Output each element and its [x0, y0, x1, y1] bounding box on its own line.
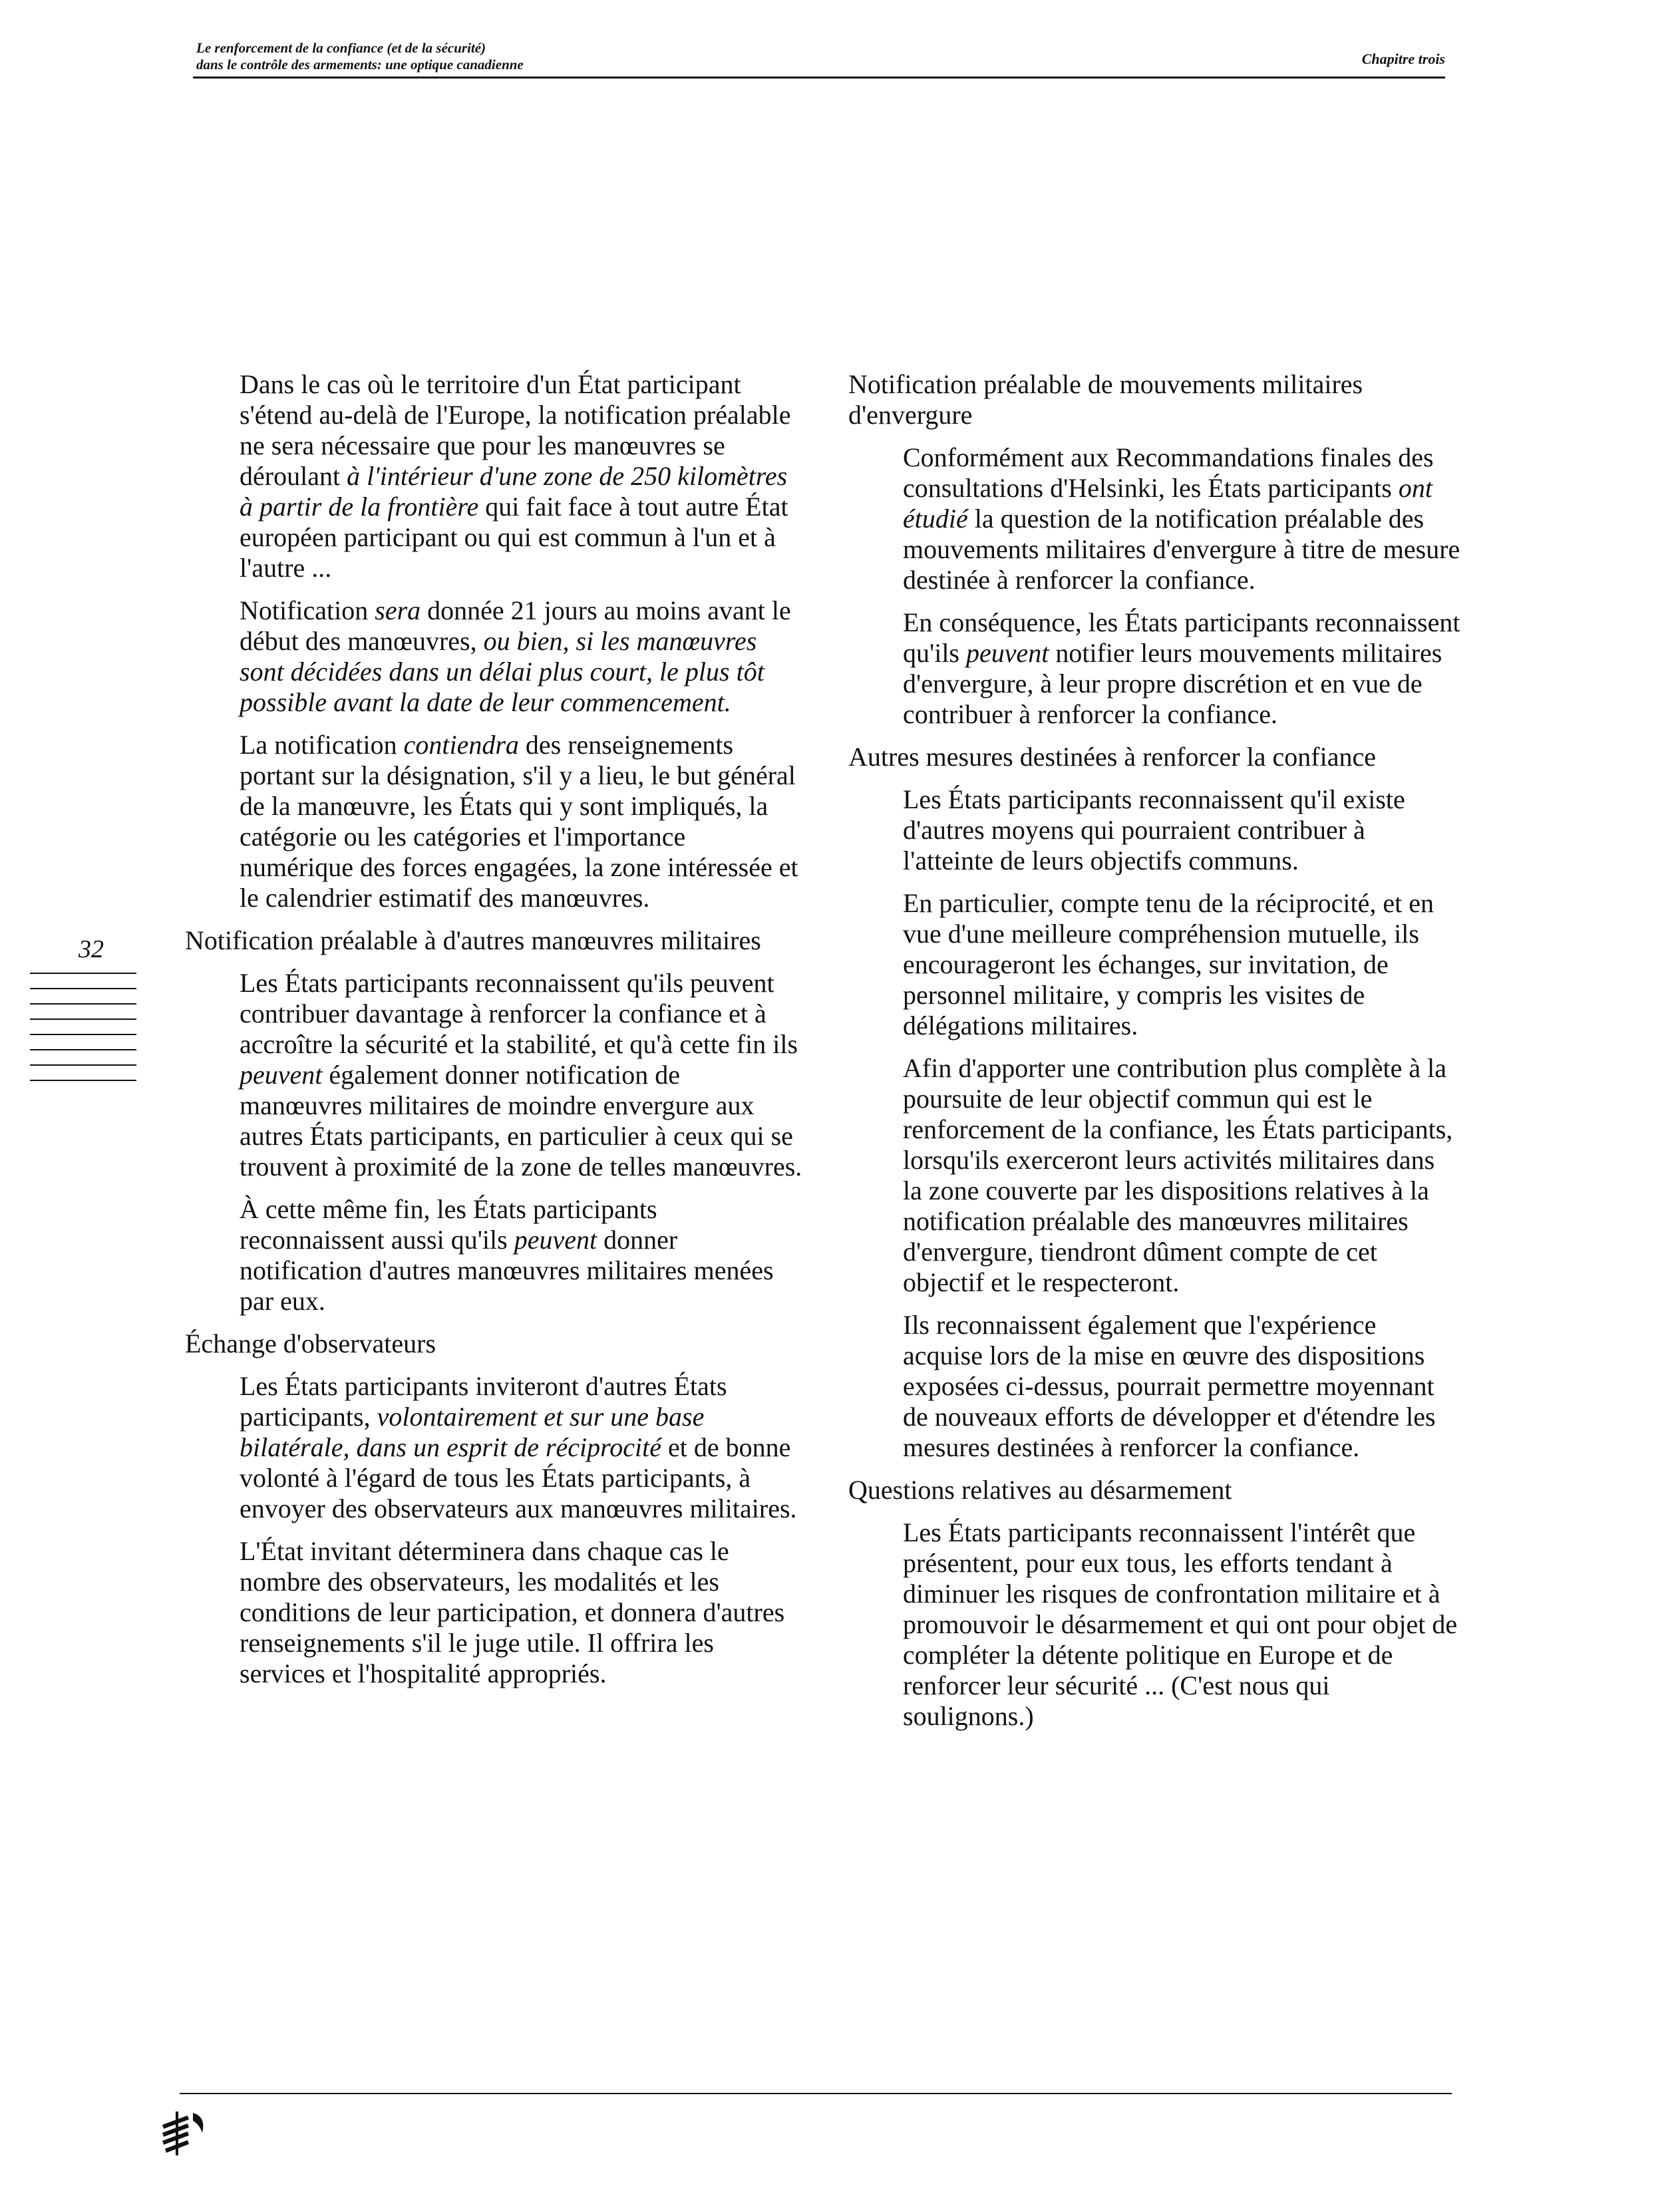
- text-run: En conséquence, les États participants reconnaissent qu'ils: [903, 607, 1460, 668]
- emphasized-text: contiendra: [403, 730, 519, 760]
- emphasized-text: peuvent: [240, 1060, 323, 1090]
- quoted-paragraph: [240, 730, 804, 913]
- text-run: Les États participants reconnaissent l'intérêt que présentent, pour eux tous, les efforts tendant à diminuer les risques de confrontation militaire et à promouvoir le désarmement et qui ont pour objet de compléter la détente politique en Europe et de renforcer leur sécurité ... (C'est nous qui soulignons.): [903, 1517, 1458, 1731]
- quoted-paragraph: [240, 1536, 804, 1689]
- text-run: donnée 21 jours au moins avant le début des manœuvres,: [240, 595, 791, 656]
- section-heading: Questions relatives au désarmement: [848, 1475, 1232, 1505]
- text-run: qui fait face à tout autre État européen participant ou qui est commun à l'un et à l'autre ...: [240, 492, 788, 583]
- text-run: Les États participants reconnaissent qu'ils peuvent contribuer davantage à renforcer la confiance et à accroître la sécurité et la stabilité, et qu'à cette fin ils: [240, 968, 798, 1059]
- margin-rule: [30, 1003, 136, 1005]
- text-run: et de bonne volonté à l'égard de tous les États participants, à envoyer des observateurs aux manœuvres militaires.: [240, 1432, 797, 1523]
- footer-rule: [180, 2093, 1452, 2094]
- quoted-paragraph: [240, 968, 804, 1182]
- text-run: Conformément aux Recommandations finales des consultations d'Helsinki, les États participants: [903, 442, 1434, 503]
- section-heading: Notification préalable à d'autres manœuvres militaires: [185, 925, 761, 955]
- text-run: Les États participants reconnaissent qu'il existe d'autres moyens qui pourraient contribuer à l'atteinte de leurs objectifs communs.: [903, 784, 1405, 875]
- text-run: La notification: [240, 730, 404, 760]
- section-heading: Autres mesures destinées à renforcer la confiance: [848, 742, 1376, 772]
- margin-rule: [30, 973, 136, 974]
- text-run: À cette même fin, les États participants reconnaissent aussi qu'ils: [240, 1194, 657, 1255]
- page-number: 32: [79, 935, 104, 963]
- emphasized-text: ou bien, si les manœuvres sont décidées dans un délai plus court, le plus tôt possible avant la date de leur commencement.: [240, 626, 764, 717]
- emphasized-text: peuvent: [966, 638, 1049, 668]
- header-title-line-2: dans le contrôle des armements: une optique canadienne: [196, 57, 524, 73]
- right-column: [848, 369, 1460, 1744]
- margin-rule: [30, 1080, 136, 1081]
- margin-rule: [30, 1018, 136, 1020]
- emphasized-text: sera: [375, 595, 421, 625]
- text-run: notifier leurs mouvements militaires d'envergure, à leur propre discrétion et en vue de contribuer à renforcer la confiance.: [903, 638, 1442, 729]
- quoted-paragraph: [903, 784, 1460, 876]
- emphasized-text: à l'intérieur d'une zone de 250 kilomètres à partir de la frontière: [240, 461, 788, 522]
- margin-rule: [30, 1064, 136, 1066]
- header-title-line-1: Le renforcement de la confiance (et de la sécurité): [196, 40, 486, 56]
- quoted-paragraph: [903, 888, 1460, 1041]
- quoted-paragraph: [903, 1310, 1460, 1463]
- quoted-paragraph: [903, 607, 1460, 730]
- text-run: L'État invitant déterminera dans chaque cas le nombre des observateurs, les modalités et les conditions de leur participation, et donnera d'autres renseignements s'il le juge utile. Il offrira les services et l'hospitalité appropriés.: [240, 1536, 785, 1688]
- text-run: également donner notification de manœuvres militaires de moindre envergure aux autres États participants, en particulier à ceux qui se trouvent à proximité de la zone de telles manœuvres.: [240, 1060, 802, 1181]
- running-header-title: [196, 40, 524, 73]
- text-run: Afin d'apporter une contribution plus complète à la poursuite de leur objectif commun qui est le renforcement de la confiance, les États participants, lorsqu'ils exerceront leurs activités militaires dans la zone couverte par les dispositions relatives à la notification préalable des manœuvres militaires d'envergure, tiendront dûment compte de cet objectif et le respecteront.: [903, 1053, 1453, 1297]
- quoted-paragraph: [240, 1194, 804, 1317]
- emphasized-text: volontairement et sur une base bilatérale, dans un esprit de réciprocité: [240, 1402, 705, 1462]
- text-run: Ils reconnaissent également que l'expérience acquise lors de la mise en œuvre des dispositions exposées ci-dessus, pourrait permettre moyennant de nouveaux efforts de développer et d'étendre les mesures destinées à renforcer la confiance.: [903, 1310, 1436, 1462]
- quoted-paragraph: [240, 369, 804, 583]
- quoted-paragraph: [903, 1517, 1460, 1732]
- margin-rule: [30, 1049, 136, 1050]
- quoted-paragraph: [903, 442, 1460, 595]
- margin-rule: [30, 988, 136, 989]
- text-run: En particulier, compte tenu de la réciprocité, et en vue d'une meilleure compréhension mutuelle, ils encourageront les échanges, sur invitation, de personnel militaire, y compris les visites de délégations militaires.: [903, 888, 1434, 1040]
- text-run: Les États participants inviteront d'autres États participants,: [240, 1371, 727, 1432]
- text-run: des renseignements portant sur la désignation, s'il y a lieu, le but général de la manœuvre, les États qui y sont impliqués, la catégorie ou les catégories et l'importance numérique des forces engagées, la zone intéressée et le calendrier estimatif des manœuvres.: [240, 730, 798, 913]
- quoted-paragraph: [240, 1371, 804, 1524]
- text-run: Notification: [240, 595, 375, 625]
- chapter-label: Chapitre trois: [1361, 51, 1445, 67]
- text-run: Dans le cas où le territoire d'un État participant s'étend au-delà de l'Europe, la notification préalable ne sera nécessaire que pour les manœuvres se déroulant: [240, 369, 791, 491]
- quoted-paragraph: [240, 595, 804, 718]
- left-column: [185, 369, 804, 1701]
- quoted-paragraph: [903, 1053, 1460, 1298]
- emphasized-text: peuvent: [514, 1225, 597, 1255]
- margin-rule-stack: [30, 973, 136, 1095]
- section-heading: Notification préalable de mouvements militaires d'envergure: [848, 369, 1363, 430]
- text-run: donner notification d'autres manœuvres militaires menées par eux.: [240, 1225, 774, 1316]
- text-run: la question de la notification préalable des mouvements militaires d'envergure à titre de mesure destinée à renforcer la confiance.: [903, 504, 1460, 595]
- section-heading: Échange d'observateurs: [185, 1329, 436, 1358]
- margin-rule: [30, 1034, 136, 1035]
- emphasized-text: ont étudié: [903, 473, 1432, 534]
- department-logo-icon: [161, 2110, 214, 2160]
- header-rule: [193, 77, 1445, 78]
